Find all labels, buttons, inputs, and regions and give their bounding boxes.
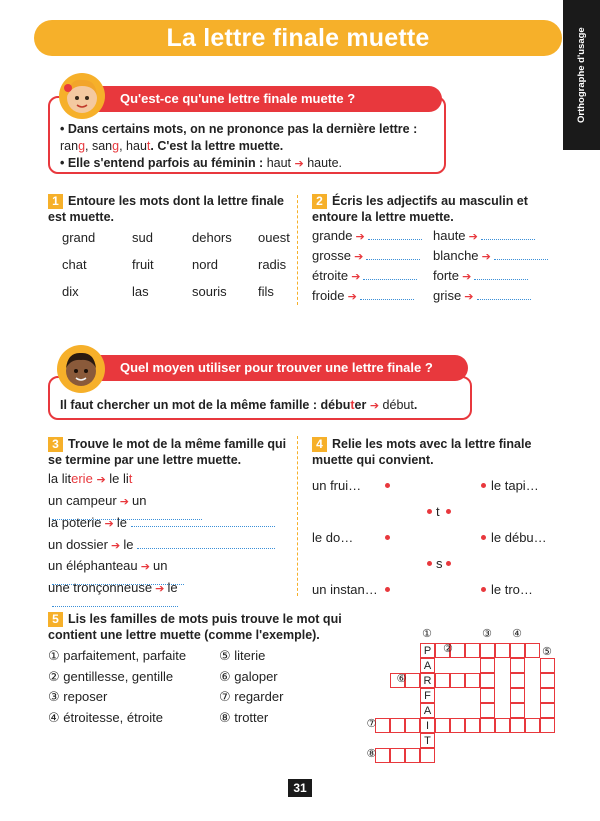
crossword-cell[interactable] [480,643,495,658]
ex1-word[interactable]: fruit [132,257,154,272]
crossword-cell[interactable] [510,703,525,718]
crossword-cell[interactable] [435,673,450,688]
ex4-left-1: un frui… [312,478,362,493]
ex2-answer-field[interactable] [474,279,528,280]
ex4-dot-letter-s-right[interactable] [446,561,451,566]
arrow-icon: ➔ [137,561,153,574]
ex2-word: forte [433,268,460,283]
ex3-answer-field[interactable] [52,606,178,607]
crossword-number: ⑦ [366,718,377,730]
page-title: La lettre finale muette [166,24,430,52]
arrow-icon: ➔ [352,231,368,243]
ex3-answer-field[interactable] [131,526,275,527]
ex1-word[interactable]: fils [258,284,274,299]
ex1-word[interactable]: grand [62,230,96,245]
ex4-dot-letter-t-left[interactable] [427,509,432,514]
ex2-row [433,268,528,283]
rule-text-1 [60,121,438,173]
ex3-item: la poterie ➔ le [48,515,293,530]
ex5-item: ⑤ literie [219,648,266,663]
crossword-grid [360,628,560,773]
crossword-number: ③ [482,628,492,640]
ex4-dot-letter-t-right[interactable] [446,509,451,514]
ex4-right-1: le tapi… [491,478,539,493]
crossword-cell[interactable] [540,718,555,733]
ex3-item: un éléphanteau ➔ un [48,558,293,588]
ex4-letter-t: t [436,504,440,519]
crossword-cell[interactable]: A [420,703,435,718]
ex1-word[interactable]: las [132,284,149,299]
separator-2 [297,436,298,596]
ex3-instruction: 3 Trouve le mot de la même famille qui se termine par une lettre muette. [48,437,287,467]
ex1-word[interactable]: ouest [258,230,290,245]
crossword-cell[interactable]: R [420,673,435,688]
crossword-cell[interactable]: A [420,658,435,673]
crossword-cell[interactable] [390,748,405,763]
crossword-cell[interactable] [525,643,540,658]
crossword-cell[interactable] [510,718,525,733]
ex2-word: grosse [312,248,352,263]
ex1-word[interactable]: souris [192,284,227,299]
ex5-col1 [48,646,186,728]
ex1-word[interactable]: dehors [192,230,232,245]
ex4-dot-letter-s-left[interactable] [427,561,432,566]
crossword-cell[interactable] [450,718,465,733]
rule-heading-1: Qu'est-ce qu'une lettre finale muette ? [80,86,442,112]
crossword-cell[interactable] [390,718,405,733]
ex2-word: grande [312,228,353,243]
crossword-cell[interactable] [405,718,420,733]
crossword-cell[interactable] [480,688,495,703]
crossword-number: ⑤ [542,646,552,658]
ex4-dot-right-3[interactable] [481,587,486,592]
crossword-cell[interactable] [525,718,540,733]
arrow-icon: ➔ [344,291,360,303]
ex3-item: un dossier ➔ le [48,537,293,552]
arrow-icon: ➔ [478,251,494,263]
ex2-answer-field[interactable] [363,279,417,280]
crossword-cell[interactable] [480,703,495,718]
ex3-item: une tronçonneuse ➔ le [48,580,293,610]
ex5-col2 [219,646,283,728]
crossword-cell[interactable] [465,643,480,658]
ex2-word: froide [312,288,345,303]
crossword-cell[interactable] [480,673,495,688]
crossword-cell[interactable] [510,658,525,673]
crossword-cell[interactable] [510,673,525,688]
ex2-answer-field[interactable] [366,259,420,260]
crossword-cell[interactable]: F [420,688,435,703]
crossword-cell[interactable] [540,658,555,673]
ex4-dot-right-2[interactable] [481,535,486,540]
ex2-row [433,248,548,263]
rule2-text: Il faut chercher un mot de la même famille : débuter ➔ début. [60,398,418,412]
crossword-cell[interactable] [375,718,390,733]
ex4-right-2: le débu… [491,530,547,545]
arrow-icon: ➔ [101,517,117,530]
crossword-cell[interactable] [405,673,420,688]
crossword-cell[interactable] [510,688,525,703]
crossword-cell[interactable] [495,718,510,733]
ex2-word: étroite [312,268,349,283]
ex2-row [312,228,422,243]
arrow-icon: ➔ [116,496,132,508]
ex2-answer-field[interactable] [477,299,531,300]
ex2-answer-field[interactable] [368,239,422,240]
ex5-item: ④ étroitesse, étroite [48,709,163,725]
ex1-instruction: 1 Entoure les mots dont la lettre finale est muette. [48,194,285,224]
ex3-item: un campeur ➔ un [48,493,293,523]
ex2-row [433,288,531,303]
arrow-icon: ➔ [351,251,367,263]
rule-heading-2: Quel moyen utiliser pour trouver une lettre finale ? [80,355,468,381]
arrow-icon: ➔ [107,539,124,552]
crossword-cell[interactable] [435,718,450,733]
ex4-dot-right-1[interactable] [481,483,486,488]
crossword-cell[interactable] [450,673,465,688]
arrow-icon: ➔ [461,291,477,303]
ex2-answer-field[interactable] [481,239,535,240]
ex5-item: ③ reposer [48,689,108,704]
ex4-right-3: le tro… [491,582,533,597]
ex2-row [312,288,414,303]
ex2-row [312,248,420,263]
crossword-number: ⑧ [366,748,377,760]
ex5-item: ⑧ trotter [219,709,269,725]
arrow-icon: ➔ [348,271,364,283]
ex2-answer-field[interactable] [494,259,548,260]
crossword-cell[interactable] [375,748,390,763]
ex1-word[interactable]: sud [132,230,153,245]
ex4-dot-left-3[interactable] [385,587,390,592]
ex1-word[interactable]: chat [62,257,87,272]
crossword-number: ④ [512,628,522,640]
rule1-line2: rang, sang, haut. C'est la lettre muette. [60,139,284,153]
crossword-cell[interactable] [420,748,435,763]
ex3-answer-field[interactable] [137,548,275,549]
ex5-item: ② gentillesse, gentille [48,668,174,684]
ex2-word: blanche [433,248,479,263]
crossword-cell[interactable] [480,658,495,673]
crossword-cell[interactable] [465,673,480,688]
ex2-word: haute [433,228,466,243]
ex1-word[interactable]: nord [192,257,219,272]
ex4-left-2: le do… [312,530,354,545]
ex2-row [312,268,417,283]
ex4-dot-left-2[interactable] [385,535,390,540]
ex5-instruction: 5 Lis les familles de mots puis trouve le mot qui contient une lettre muette (comme l'exemple). [48,612,342,642]
crossword-cell[interactable]: P [420,643,435,658]
ex2-row [433,228,535,243]
crossword-cell[interactable] [510,643,525,658]
page-number: 31 [288,779,312,797]
ex2-answer-field[interactable] [360,299,414,300]
crossword-cell[interactable] [540,673,555,688]
ex4-instruction: 4 Relie les mots avec la lettre finale muette qui convient. [312,437,532,467]
crossword-cell[interactable] [495,643,510,658]
crossword-cell[interactable] [480,718,495,733]
ex3-example: la literie ➔ le lit [48,471,133,486]
crossword-cell[interactable]: I [420,718,435,733]
crossword-cell[interactable] [465,718,480,733]
ex5-item: ⑦ regarder [219,689,284,704]
ex4-left-3: un instan… [312,582,378,597]
arrow-icon: ➔ [459,271,475,283]
ex2-word: grise [433,288,462,303]
crossword-number: ② [443,643,453,655]
boy-avatar-icon [56,344,106,394]
ex2-instruction: 2 Écris les adjectifs au masculin et entoure la lettre muette. [312,194,528,224]
crossword-number: ⑥ [396,673,407,685]
rule1-line1: • Dans certains mots, on ne prononce pas la dernière lettre : [60,122,418,136]
arrow-icon: ➔ [152,583,168,596]
crossword-number: ① [422,628,432,640]
ex5-item: ⑥ galoper [219,668,278,684]
crossword-cell[interactable] [540,688,555,703]
ex5-item: ① parfaitement, parfaite [48,648,187,663]
ex1-word[interactable]: dix [62,284,79,299]
ex4-dot-left-1[interactable] [385,483,390,488]
ex4-letter-s: s [436,556,443,571]
arrow-icon: ➔ [465,231,481,243]
crossword-cell[interactable]: T [420,733,435,748]
ex1-word[interactable]: radis [258,257,287,272]
girl-avatar-icon [58,72,106,120]
rule1-line3: • Elle s'entend parfois au féminin : haut ➔ haute. [60,156,342,170]
separator-1 [297,195,298,305]
side-tab-label: Orthographe d'usage [576,27,587,123]
crossword-cell[interactable] [540,703,555,718]
crossword-cell[interactable] [405,748,420,763]
